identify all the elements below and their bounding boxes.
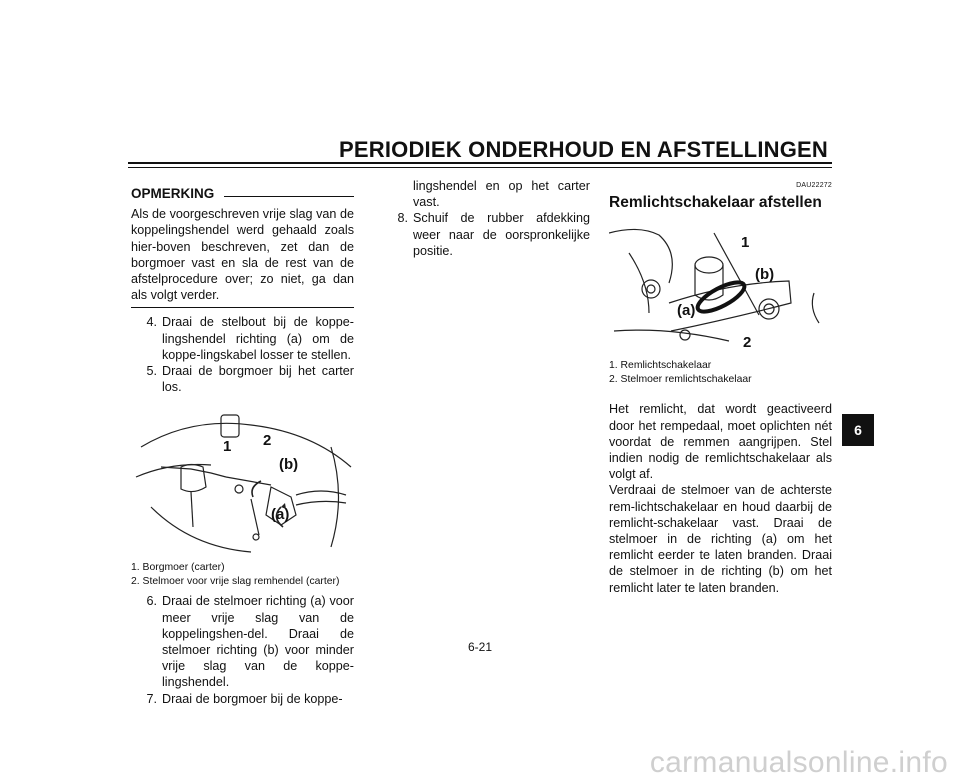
clutch-cable-illustration xyxy=(131,407,354,555)
header-rule-thin xyxy=(128,167,832,168)
chapter-tab: 6 xyxy=(842,414,874,446)
caption-line: 1. Borgmoer (carter) xyxy=(131,562,225,574)
note-heading-label: OPMERKING xyxy=(131,186,215,201)
section-code: DAU22272 xyxy=(796,182,832,189)
column-middle xyxy=(382,178,590,259)
page-number: 6-21 xyxy=(467,640,493,654)
page-title: PERIODIEK ONDERHOUD EN AFSTELLINGEN xyxy=(339,137,828,162)
figure-label-b: (b) xyxy=(755,266,775,284)
step-number: 5. xyxy=(146,364,157,379)
column-right xyxy=(609,178,832,596)
note-bottom-rule xyxy=(131,307,354,308)
note-heading xyxy=(131,186,354,202)
step-text: Schuif de rubber afdekking weer naar de oorspronkelijke positie. xyxy=(413,211,590,258)
step-text: Draai de stelbout bij de koppe-lingshendel richting (a) om de koppe-lingskabel losser te stellen. xyxy=(162,315,354,362)
figure-label-2: 2 xyxy=(743,334,752,352)
figure-label-1: 1 xyxy=(741,234,750,252)
figure-caption xyxy=(131,561,354,589)
step-5 xyxy=(131,363,354,395)
step-text: Draai de stelmoer richting (a) voor meer vrije slag van de koppelingshen-del. Draai de stelmoer richting (b) voor minder vrije slag van de koppe-lingshendel. xyxy=(162,594,354,690)
brake-light-switch-illustration xyxy=(609,223,832,353)
figure-label-b: (b) xyxy=(279,456,299,474)
figure-label-a: (a) xyxy=(677,302,696,320)
step-text: Draai de borgmoer bij het carter los. xyxy=(162,364,354,395)
step-4 xyxy=(131,314,354,363)
caption-line: 1. Remlichtschakelaar xyxy=(609,360,712,372)
step-8 xyxy=(382,210,590,259)
caption-line: 2. Stelmoer remlichtschakelaar xyxy=(609,374,752,386)
step-7 xyxy=(131,691,354,707)
step-number: 8. xyxy=(397,211,408,226)
figure-label-a: (a) xyxy=(271,506,290,524)
watermark: carmanualsonline.info xyxy=(649,746,948,779)
figure-caption xyxy=(609,359,832,387)
figure-label-1: 1 xyxy=(223,438,232,456)
step-7-continued xyxy=(382,178,590,210)
step-text: Draai de borgmoer bij de koppe- xyxy=(162,691,343,706)
body-paragraph: Het remlicht, dat wordt geactiveerd door het rempedaal, moet oplichten nét voordat de remmen aangrijpen. Stel indien nodig de remlichtschakelaar als volgt af. xyxy=(609,402,832,482)
step-number: 4. xyxy=(146,315,157,330)
figure-clutch-cable-adjuster xyxy=(131,407,354,555)
note-text: Als de voorgeschreven vrije slag van de koppelingshendel werd gehaald zoals hier-boven beschreven, zet dan de borgmoer vast en sla de rest van de afstelprocedure over; zo niet, ga dan als volgt verder. xyxy=(131,207,354,303)
note-heading-rule xyxy=(224,196,354,197)
step-text: lingshendel en op het carter vast. xyxy=(413,179,590,210)
step-number: 6. xyxy=(146,594,157,609)
step-number xyxy=(382,178,413,210)
body-paragraph: Verdraai de stelmoer van de achterste rem-lichtschakelaar en houd daarbij de remlicht-schakelaar vast. Draai de stelmoer in de richting (a) om het remlicht eerder te laten branden. Draai de stelmoer in de richting (b) om het remlicht later te laten branden. xyxy=(609,483,832,595)
header-rule-thick xyxy=(128,162,832,164)
figure-label-2: 2 xyxy=(263,432,272,450)
caption-line: 2. Stelmoer voor vrije slag remhendel (carter) xyxy=(131,576,340,588)
column-left xyxy=(131,186,354,707)
step-number: 7. xyxy=(146,691,157,706)
figure-brake-light-switch xyxy=(609,223,832,353)
section-title: Remlichtschakelaar afstellen xyxy=(609,194,822,212)
